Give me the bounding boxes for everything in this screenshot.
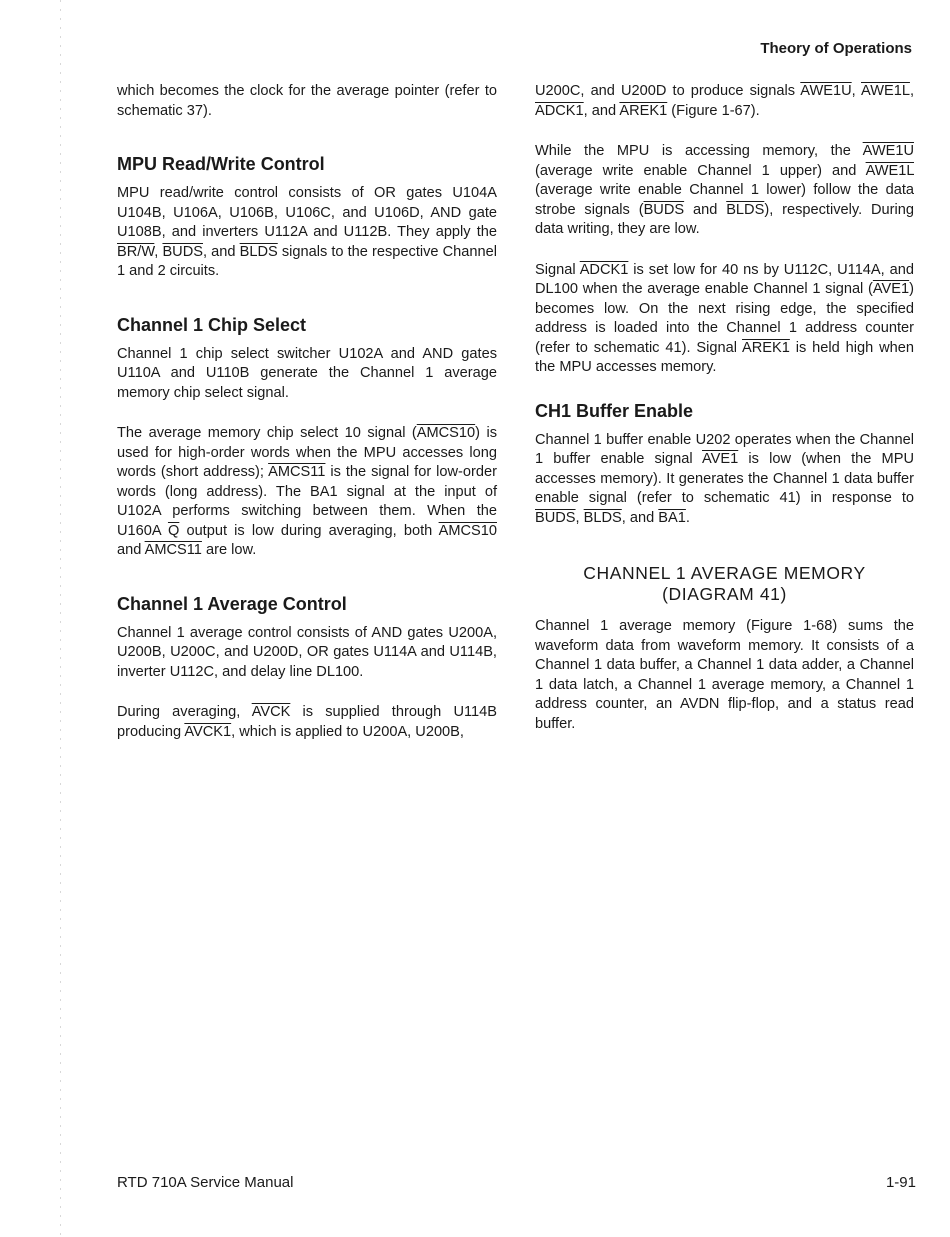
average-control-paragraph-1: Channel 1 average control consists of AND gates U200A, U200B, U200C, and U200D, OR gates U114A and U114B, inverter U112C, and delay line DL100. xyxy=(117,624,497,680)
heading-line-1: CHANNEL 1 AVERAGE MEMORY xyxy=(583,563,866,583)
signal-blds: BLDS xyxy=(583,509,622,526)
binding-margin xyxy=(60,0,61,1237)
signal-blds: BLDS xyxy=(726,201,765,218)
text-run: (average write enable Channel 1 lower) follow the data strobe signals ( xyxy=(535,182,914,218)
average-memory-heading xyxy=(535,563,914,605)
text-run: MPU read/write control consists of OR gates U104A U104B, U106A, U106B, U106C, and U106D, AND gate U108B, and inverters U112A and U112B. They apply the xyxy=(117,185,497,240)
average-memory-paragraph: Channel 1 average memory (Figure 1-68) sums the waveform data from waveform memory. It consists of a Channel 1 data buffer, a Channel 1 data adder, a Channel 1 data latch, a Channel 1 average memory, a Channel 1 address counter, an AVDN flip-flop, and a status read buffer. xyxy=(535,618,914,732)
text-run: is the signal for low-order words (long address). The BA1 signal at the input of U102A performs switching between them. When the U160A xyxy=(117,464,497,539)
signal-amcs11: AMCS11 xyxy=(144,542,202,558)
heading-line-2: (DIAGRAM 41) xyxy=(662,584,787,604)
signal-adck1: ADCK1 xyxy=(535,102,584,119)
text-run: is low (when the MPU accesses memory). It generates the Channel 1 data buffer enable signal (refer to schematic 41) in response to xyxy=(535,451,914,506)
signal-buds: BUDS xyxy=(162,243,203,260)
signal-arek1: AREK1 xyxy=(742,339,790,356)
running-header: Theory of Operations xyxy=(760,40,912,57)
text-run: , which is applied to U200A, U200B, xyxy=(231,723,464,740)
average-control-paragraph-2 xyxy=(117,703,497,742)
footer-page-number: 1-91 xyxy=(885,1174,916,1191)
signal-avck: AVCK xyxy=(251,704,291,720)
text-run: is held high when the MPU accesses memory. xyxy=(535,339,914,375)
signal-avck1: AVCK1 xyxy=(184,723,232,740)
signal-q: $\overline{Q}$ xyxy=(167,522,180,539)
text-run: and xyxy=(117,542,145,558)
footer-manual-title: RTD 710A Service Manual xyxy=(117,1174,294,1191)
signal-ba1: BA1 xyxy=(658,509,686,526)
text-run: , xyxy=(575,509,584,526)
signal-awe1l: AWE1L xyxy=(865,162,914,179)
text-run: , and xyxy=(583,102,620,119)
text-run: are low. xyxy=(201,542,257,558)
text-run: . xyxy=(685,509,690,526)
continued-paragraph xyxy=(535,82,914,121)
text-run: During averaging, xyxy=(117,704,252,720)
text-run: output is low during averaging, both xyxy=(179,522,439,539)
signal-buds: BUDS xyxy=(643,201,685,218)
chip-select-heading: Channel 1 Chip Select xyxy=(117,314,307,335)
text-run: The average memory chip select 10 signal ( xyxy=(117,425,417,441)
text-run: and xyxy=(684,201,727,218)
text-run: , xyxy=(909,83,914,99)
signal-arek1: AREK1 xyxy=(619,102,668,119)
ch1-buffer-paragraph xyxy=(535,431,914,529)
text-run: ) is used for high-order words when the MPU accesses long words (short address); xyxy=(117,425,497,480)
text-run: , and xyxy=(621,509,659,526)
text-run: , xyxy=(154,243,163,260)
text-run: signals to the respective Channel 1 and 2 circuits. xyxy=(117,243,497,279)
write-enable-paragraph xyxy=(535,142,914,240)
text-run: U200C, and U200D to produce signals xyxy=(535,83,801,99)
signal-brw: BR/W xyxy=(117,243,155,260)
text-run: Channel 1 buffer enable U202 operates when the Channel 1 buffer enable signal xyxy=(535,431,914,467)
text-run: While the MPU is accessing memory, the xyxy=(535,143,863,159)
text-run: (average write enable Channel 1 upper) and xyxy=(535,162,866,179)
chip-select-paragraph-1: Channel 1 chip select switcher U102A and AND gates U110A and U110B generate the Channel 1 average memory chip select signal. xyxy=(117,345,497,401)
mpu-rw-paragraph xyxy=(117,184,497,282)
signal-ave1: AVE1 xyxy=(872,281,910,297)
text-run: is set low for 40 ns by U112C, U114A, and DL100 when the average enable Channel 1 signal ( xyxy=(535,261,914,297)
ch1-buffer-heading: CH1 Buffer Enable xyxy=(535,400,694,421)
signal-awe1u: AWE1U xyxy=(862,143,914,159)
average-control-heading: Channel 1 Average Control xyxy=(117,593,347,614)
signal-blds: BLDS xyxy=(239,243,278,260)
signal-amcs10: AMCS10 xyxy=(416,425,476,441)
right-column xyxy=(535,82,914,755)
mpu-rw-heading: MPU Read/Write Control xyxy=(117,154,325,174)
signal-ave1: AVE1 xyxy=(702,451,739,467)
adck1-paragraph xyxy=(535,261,914,378)
signal-awe1u: AWE1U xyxy=(800,83,852,99)
chip-select-paragraph-2 xyxy=(117,424,497,561)
text-run: ) becomes low. On the next rising edge, the specified address is loaded into the Channel 1 address counter (refer to schematic 41). Signal xyxy=(535,281,914,356)
text-run: is supplied through U114B producing xyxy=(117,704,497,740)
signal-adck1: ADCK1 xyxy=(579,261,629,278)
text-run: , and xyxy=(203,243,240,260)
signal-buds: BUDS xyxy=(535,509,576,526)
signal-awe1l: AWE1L xyxy=(861,83,910,99)
left-column xyxy=(117,82,497,763)
intro-paragraph: which becomes the clock for the average pointer (refer to schematic 37). xyxy=(117,83,497,119)
signal-amcs10: AMCS10 xyxy=(438,522,497,539)
text-run: ), respectively. During data writing, they are low. xyxy=(535,201,914,237)
text-run: , xyxy=(851,83,861,99)
text-run: Signal xyxy=(535,261,580,278)
signal-amcs11: AMCS11 xyxy=(268,464,326,480)
text-run: (Figure 1-67). xyxy=(667,102,760,119)
